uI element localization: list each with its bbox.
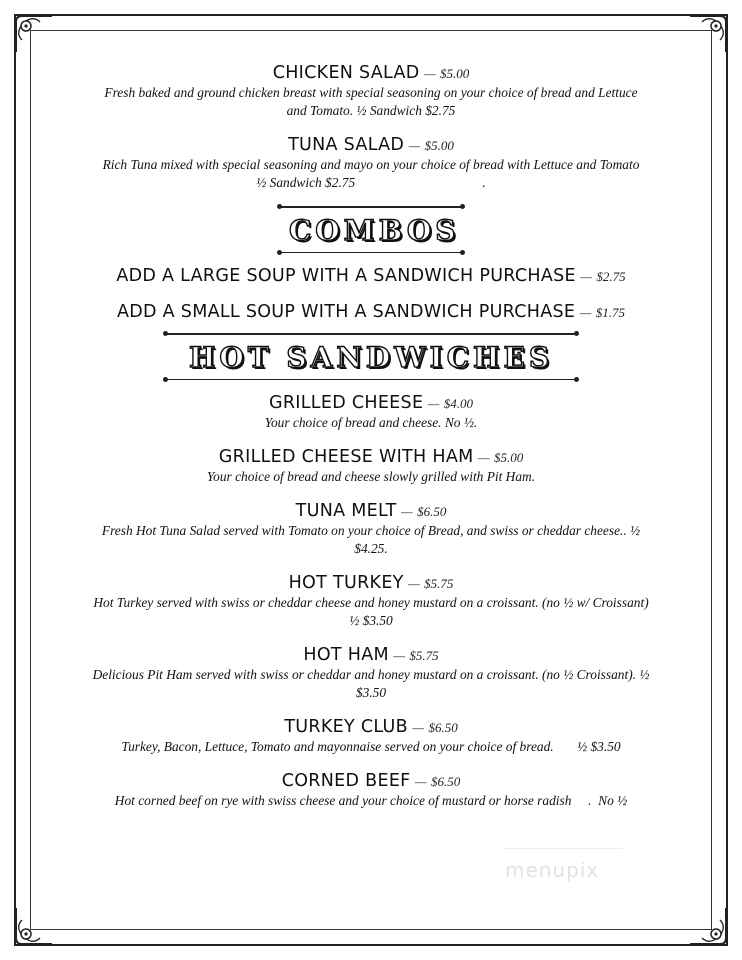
combos-section [60, 202, 682, 323]
corner-ornament-bottom-right-icon [688, 906, 730, 948]
item-name: TURKEY CLUB [284, 717, 408, 737]
heading-rule-bottom [281, 252, 461, 254]
item-description: Delicious Pit Ham served with swiss or cheddar and honey mustard on a croissant. (no ½ Croissant). ½ $3.50 [92, 667, 650, 700]
watermark-rule [503, 848, 623, 849]
item-description: Hot Turkey served with swiss or cheddar cheese and honey mustard on a croissant. (no ½ w/ Croissant) ½ $3.50 [93, 595, 649, 628]
item-name: ADD A LARGE SOUP WITH A SANDWICH PURCHASE [116, 266, 576, 286]
item-name: HOT HAM [303, 645, 389, 665]
item-dash: — [393, 648, 405, 663]
corner-ornament-bottom-left-icon [12, 906, 54, 948]
item-dash: — [427, 396, 440, 411]
item-price: $4.00 [443, 396, 474, 411]
menu-item-hot-turkey [60, 572, 682, 630]
item-description: Your choice of bread and cheese. No ½. [264, 415, 478, 430]
item-description: Fresh Hot Tuna Salad served with Tomato on your choice of Bread, and swiss or cheddar cheese.. ½ $4.25. [101, 523, 641, 556]
corner-ornament-top-left-icon [12, 12, 54, 54]
watermark: menupix [505, 858, 600, 882]
item-name: GRILLED CHEESE WITH HAM [218, 447, 474, 467]
item-price: $6.50 [417, 504, 447, 519]
item-name: CHICKEN SALAD [272, 63, 420, 83]
item-price: $5.00 [493, 450, 524, 465]
item-dash: — [415, 774, 427, 789]
menu-item-grilled-cheese [60, 392, 682, 432]
corner-ornament-top-right-icon [688, 12, 730, 54]
item-price: $6.50 [428, 720, 458, 735]
heading-rule-top [167, 333, 575, 335]
menu-item-hot-ham [60, 644, 682, 702]
hot-sandwiches-heading [157, 329, 585, 384]
heading-rule-bottom [167, 379, 575, 381]
item-price: $1.75 [595, 305, 626, 320]
item-dash: — [401, 504, 413, 519]
combos-heading [271, 202, 471, 257]
item-price: $6.50 [431, 774, 461, 789]
heading-rule-top [281, 206, 461, 208]
item-name: GRILLED CHEESE [268, 393, 424, 413]
item-dash: — [408, 138, 421, 153]
item-description: Hot corned beef on rye with swiss cheese and your choice of mustard or horse radish . No ½ [114, 793, 628, 808]
item-name: TUNA MELT [295, 501, 397, 521]
item-name: ADD A SMALL SOUP WITH A SANDWICH PURCHASE [116, 302, 576, 322]
combo-item [60, 265, 682, 287]
item-price: $5.00 [424, 138, 454, 153]
menu-item-chicken-salad [60, 62, 682, 120]
item-dash: — [412, 720, 424, 735]
combo-item [60, 301, 682, 323]
item-dash: — [579, 305, 592, 320]
item-price: $5.00 [440, 66, 470, 81]
hot-sandwiches-title: HOT SANDWICHES [188, 340, 554, 374]
item-dash: — [408, 576, 420, 591]
menu-item-tuna-melt [60, 500, 682, 558]
item-price: $5.75 [424, 576, 454, 591]
item-name: HOT TURKEY [288, 573, 404, 593]
menu-item-tuna-salad [60, 134, 682, 192]
hot-sandwiches-section [60, 329, 682, 810]
menu-content [60, 62, 682, 810]
item-name: CORNED BEEF [281, 771, 411, 791]
combos-title: COMBOS [289, 213, 460, 247]
item-description: Fresh baked and ground chicken breast with special seasoning on your choice of bread and Lettuce and Tomato. ½ Sandwich $2.75 [104, 85, 638, 118]
item-dash: — [424, 66, 436, 81]
item-price: $5.75 [409, 648, 439, 663]
item-name: TUNA SALAD [288, 135, 405, 155]
item-description: Rich Tuna mixed with special seasoning and mayo on your choice of bread with Lettuce and Tomato ½ Sandwich $2.75 . [102, 157, 657, 190]
item-dash: — [477, 450, 490, 465]
menu-item-grilled-cheese-ham [60, 446, 682, 486]
item-description: Your choice of bread and cheese slowly grilled with Pit Ham. [206, 469, 536, 484]
item-description: Turkey, Bacon, Lettuce, Tomato and mayonnaise served on your choice of bread. ½ $3.50 [121, 739, 621, 754]
menu-item-corned-beef [60, 770, 682, 810]
item-dash: — [580, 269, 592, 284]
item-price: $2.75 [596, 269, 626, 284]
menu-item-turkey-club [60, 716, 682, 756]
